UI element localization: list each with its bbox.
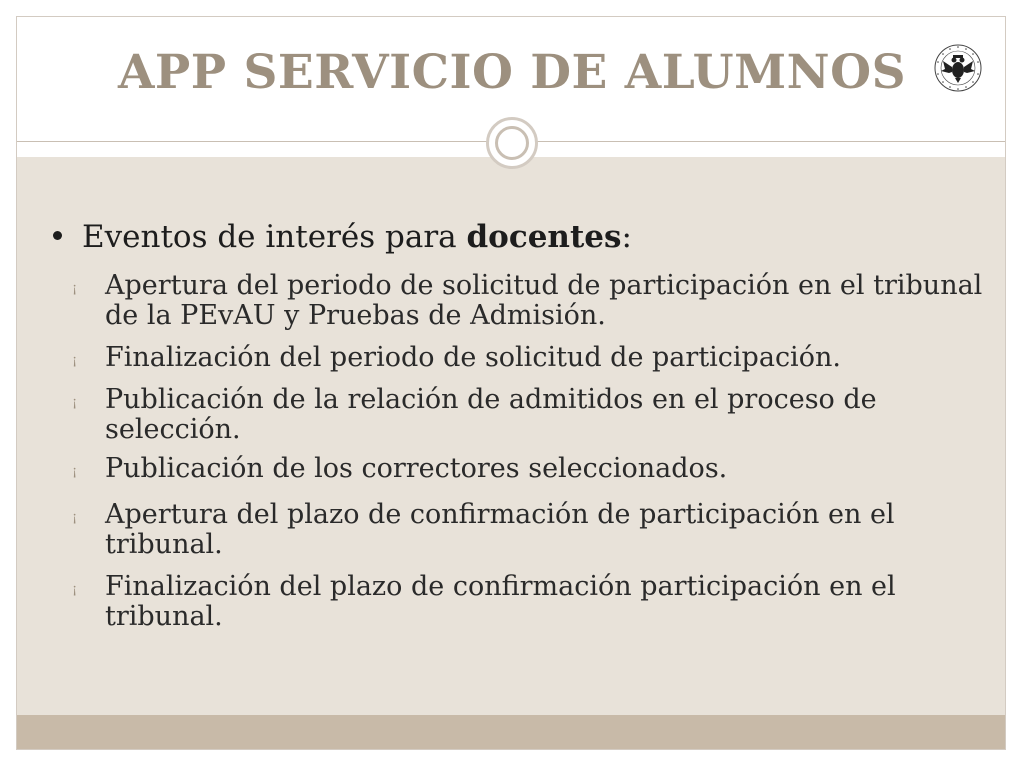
bullet-bold: docentes: [466, 219, 622, 255]
list-item-text: Apertura del plazo de confirmación de participación en el tribunal.: [105, 499, 895, 560]
list-item-text: Finalización del plazo de confirmación participación en el tribunal.: [105, 571, 896, 632]
list-item: [72, 499, 985, 560]
list-item: [72, 453, 985, 484]
slide: [16, 16, 1006, 750]
university-seal-icon: [933, 43, 983, 93]
bullet-dot-icon: [53, 231, 62, 240]
sub-bullet-marker: ¡: [72, 464, 78, 479]
slide-content: [17, 157, 1005, 717]
sub-bullet-marker: ¡: [72, 582, 78, 597]
list-item: [72, 571, 985, 632]
sub-bullet-marker: ¡: [72, 353, 78, 368]
list-item-text: Apertura del periodo de solicitud de participación en el tribunal de la PEvAU y Pruebas de Admisión.: [105, 270, 983, 331]
list-item-text: Finalización del periodo de solicitud de participación.: [105, 342, 841, 373]
sub-bullet-marker: ¡: [72, 281, 78, 296]
bullet-prefix: Eventos de interés para: [82, 219, 467, 255]
list-item-text: Publicación de los correctores seleccionados.: [105, 453, 728, 484]
list-item: [72, 270, 985, 331]
slide-footer-band: [17, 715, 1005, 749]
sub-bullet-marker: ¡: [72, 510, 78, 525]
slide-title: APP SERVICIO DE ALUMNOS: [117, 45, 907, 100]
list-item-text: Publicación de la relación de admitidos en el proceso de selección.: [105, 384, 877, 445]
list-item: [72, 342, 985, 373]
list-item: [72, 384, 985, 445]
main-bullet: [53, 219, 632, 255]
sub-bullet-marker: ¡: [72, 395, 78, 410]
bullet-suffix: :: [621, 219, 632, 255]
